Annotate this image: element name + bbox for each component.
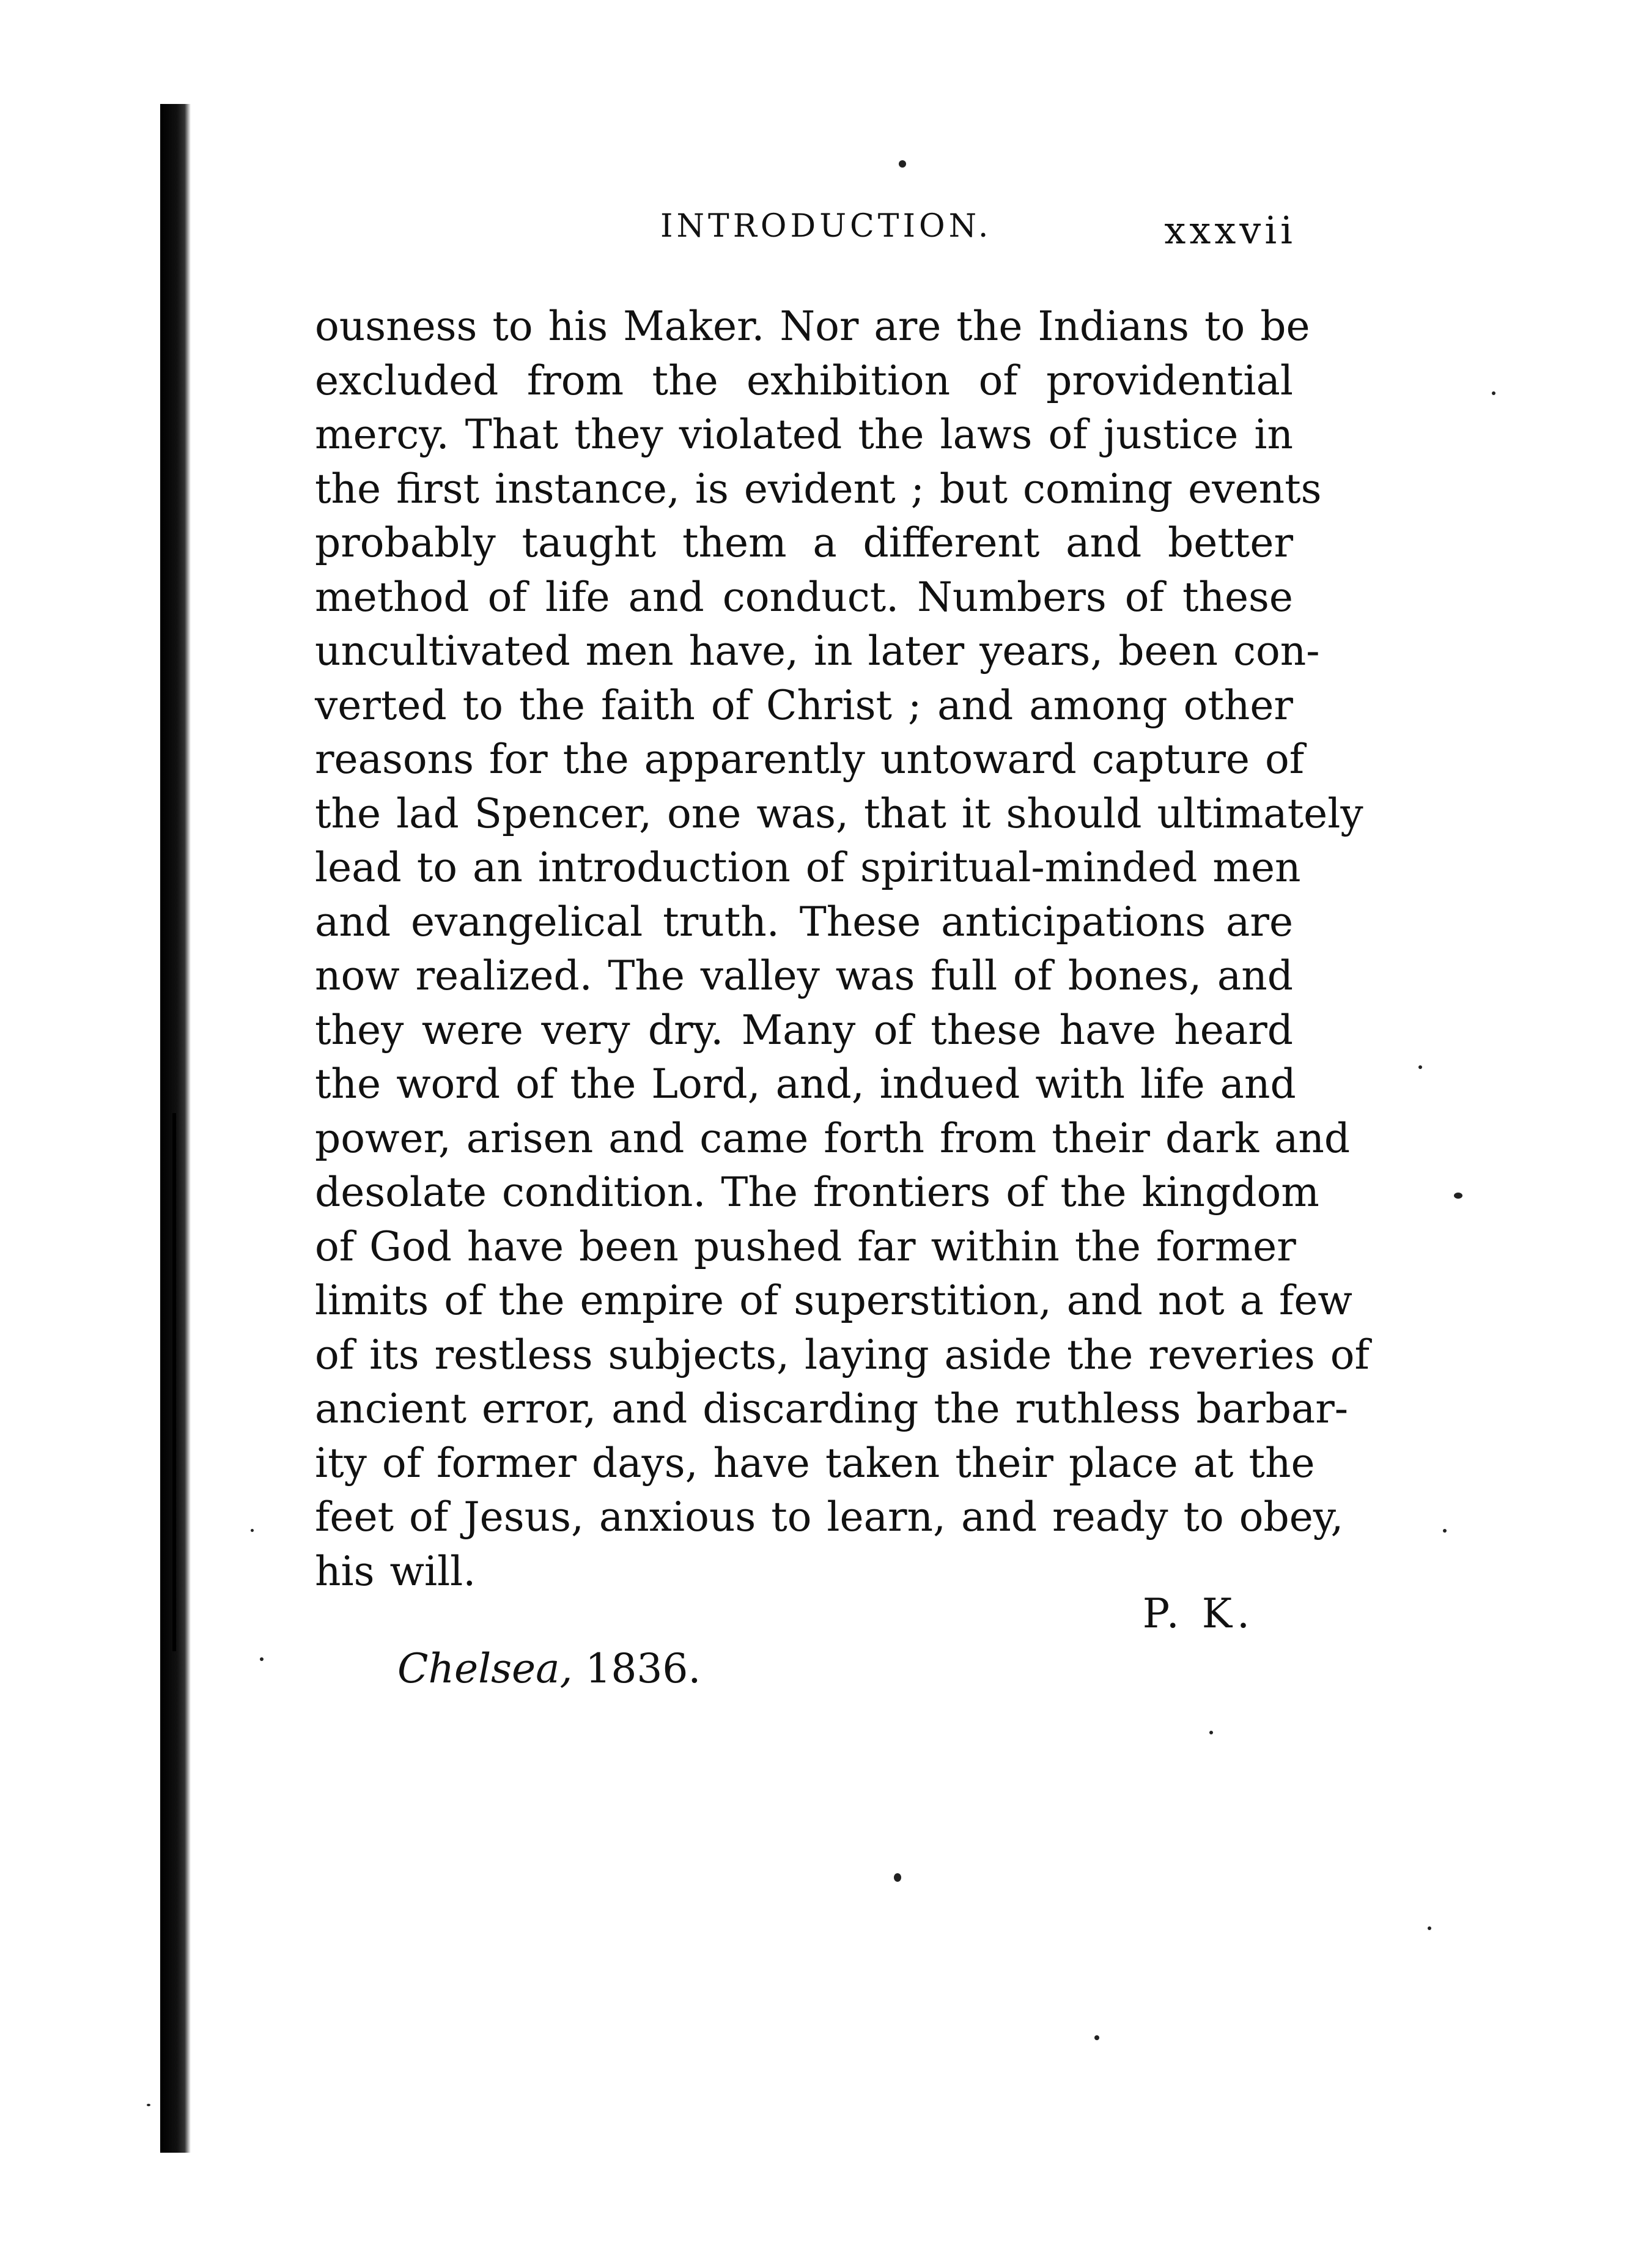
running-head: INTRODUCTION.: [660, 208, 992, 245]
scan-speck: [1209, 1731, 1213, 1734]
text-line: method of life and conduct. Numbers of these: [315, 573, 1293, 621]
scan-speck: [1443, 1529, 1447, 1533]
text-line: uncultivated men have, in later years, been con-: [315, 627, 1320, 675]
text-line: the first instance, is evident ; but coming events: [315, 465, 1322, 512]
scan-speck: [260, 1657, 264, 1661]
text-line: his will.: [315, 1547, 476, 1595]
page-number: xxxvii: [1164, 208, 1296, 253]
text-line: probably taught them a different and better: [315, 519, 1293, 566]
author-signature: P. K.: [1142, 1590, 1255, 1637]
scan-speck: [1094, 2035, 1099, 2040]
text-line: of its restless subjects, laying aside the reveries of: [315, 1331, 1370, 1378]
text-line: and evangelical truth. These anticipations are: [315, 898, 1293, 945]
page-header: [318, 208, 1321, 257]
text-line: the lad Spencer, one was, that it should ultimately: [315, 790, 1363, 837]
text-line: now realized. The valley was full of bones, and: [315, 952, 1293, 999]
text-line: they were very dry. Many of these have heard: [315, 1006, 1293, 1054]
scan-speck: [147, 2104, 150, 2106]
place-date: [397, 1645, 701, 1692]
text-line: of God have been pushed far within the former: [315, 1223, 1296, 1270]
place-name: Chelsea,: [397, 1645, 573, 1692]
text-line: ity of former days, have taken their place at the: [315, 1439, 1315, 1487]
text-line: desolate condition. The frontiers of the kingdom: [315, 1169, 1319, 1216]
text-line: verted to the faith of Christ ; and among other: [315, 681, 1293, 729]
binding-edge-line: [172, 1113, 176, 1651]
text-line: ousness to his Maker. Nor are the Indians to be: [315, 303, 1310, 350]
scan-speck: [899, 160, 906, 168]
scan-speck: [1428, 1926, 1431, 1930]
scan-speck: [894, 1873, 901, 1882]
scan-speck: [1418, 1065, 1422, 1069]
text-line: ancient error, and discarding the ruthless barbar-: [315, 1385, 1349, 1432]
year: 1836.: [585, 1645, 701, 1692]
text-line: lead to an introduction of spiritual-minded men: [315, 844, 1301, 891]
text-line: feet of Jesus, anxious to learn, and ready to obey,: [315, 1493, 1344, 1541]
scan-speck: [251, 1529, 254, 1532]
text-line: excluded from the exhibition of providential: [315, 357, 1293, 404]
text-line: limits of the empire of superstition, and not a few: [315, 1277, 1352, 1324]
text-line: reasons for the apparently untoward capture of: [315, 736, 1305, 783]
scan-speck: [1454, 1193, 1462, 1199]
text-line: power, arisen and came forth from their dark and: [315, 1114, 1351, 1162]
body-text: [315, 300, 1370, 1599]
text-line: the word of the Lord, and, indued with life and: [315, 1060, 1296, 1108]
text-line: mercy. That they violated the laws of justice in: [315, 411, 1293, 458]
scan-speck: [1492, 391, 1495, 395]
